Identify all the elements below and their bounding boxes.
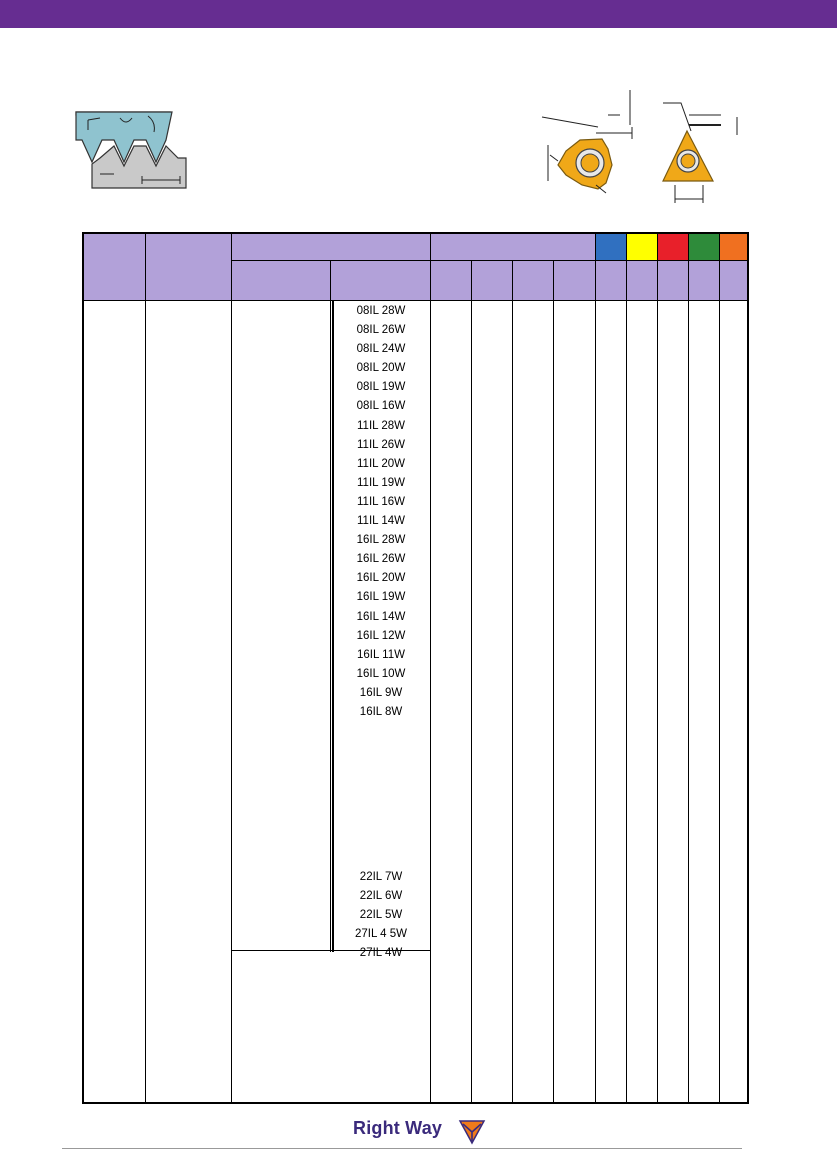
code-gap (332, 722, 430, 868)
code-item: 11IL 26W (357, 438, 405, 451)
code-item: 16IL 28W (356, 534, 406, 547)
code-item: 08IL 19W (356, 381, 406, 394)
code-item: 16IL 19W (356, 591, 406, 604)
code-item: 08IL 24W (356, 343, 406, 356)
code-item: 22IL 7W (359, 871, 403, 884)
code-item: 27IL 4 5W (355, 928, 407, 941)
code-col-line (330, 260, 331, 952)
grade-swatch-orange (719, 234, 747, 260)
product-table (82, 232, 749, 1104)
col-line (231, 234, 232, 1102)
col-line (512, 260, 513, 1102)
code-item: 16IL 14W (356, 610, 406, 623)
code-item: 08IL 28W (356, 305, 406, 317)
grade-swatch-red (657, 234, 688, 260)
code-item: 16IL 26W (356, 553, 406, 566)
code-item: 16IL 11W (357, 648, 405, 661)
code-item: 27IL 4W (359, 947, 403, 960)
grade-swatch-blue (595, 234, 626, 260)
col-line (657, 234, 658, 1102)
insert-side-view-diagram (540, 85, 645, 200)
header-divider (231, 260, 747, 261)
code-item: 08IL 16W (356, 400, 406, 413)
insert-top-view-diagram (655, 95, 755, 210)
code-item: 22IL 5W (359, 909, 403, 922)
col-line (719, 234, 720, 1102)
col-line (430, 234, 431, 1102)
code-list (332, 302, 430, 964)
table-header (84, 234, 595, 300)
code-item: 16IL 10W (356, 667, 406, 680)
thread-profile-diagram (70, 100, 200, 195)
top-header-bar (0, 0, 837, 28)
col-line (626, 234, 627, 1102)
code-item: 22IL 6W (359, 890, 403, 903)
code-item: 11IL 28W (357, 419, 405, 432)
code-item: 11IL 19W (357, 476, 405, 489)
header-bottom-line (84, 300, 747, 301)
code-item: 11IL 16W (357, 495, 405, 508)
code-item: 11IL 20W (357, 457, 405, 470)
footer-line (62, 1148, 742, 1149)
col-line (553, 260, 554, 1102)
code-item: 08IL 20W (356, 362, 406, 375)
code-item: 11IL 14W (357, 515, 405, 528)
col-line (688, 234, 689, 1102)
code-item: 16IL 8W (359, 705, 403, 718)
col-line (595, 234, 596, 1102)
col-line (471, 260, 472, 1102)
code-item: 16IL 12W (356, 629, 406, 642)
brand-name: Right Way (353, 1118, 443, 1138)
grade-swatch-green (688, 234, 719, 260)
brand-logo-icon (457, 1116, 487, 1146)
code-item: 08IL 26W (356, 324, 406, 337)
table-header-grades (595, 260, 747, 300)
col-line (145, 234, 146, 1102)
code-item: 16IL 9W (359, 686, 403, 699)
grade-swatch-yellow (626, 234, 657, 260)
code-item: 16IL 20W (356, 572, 406, 585)
